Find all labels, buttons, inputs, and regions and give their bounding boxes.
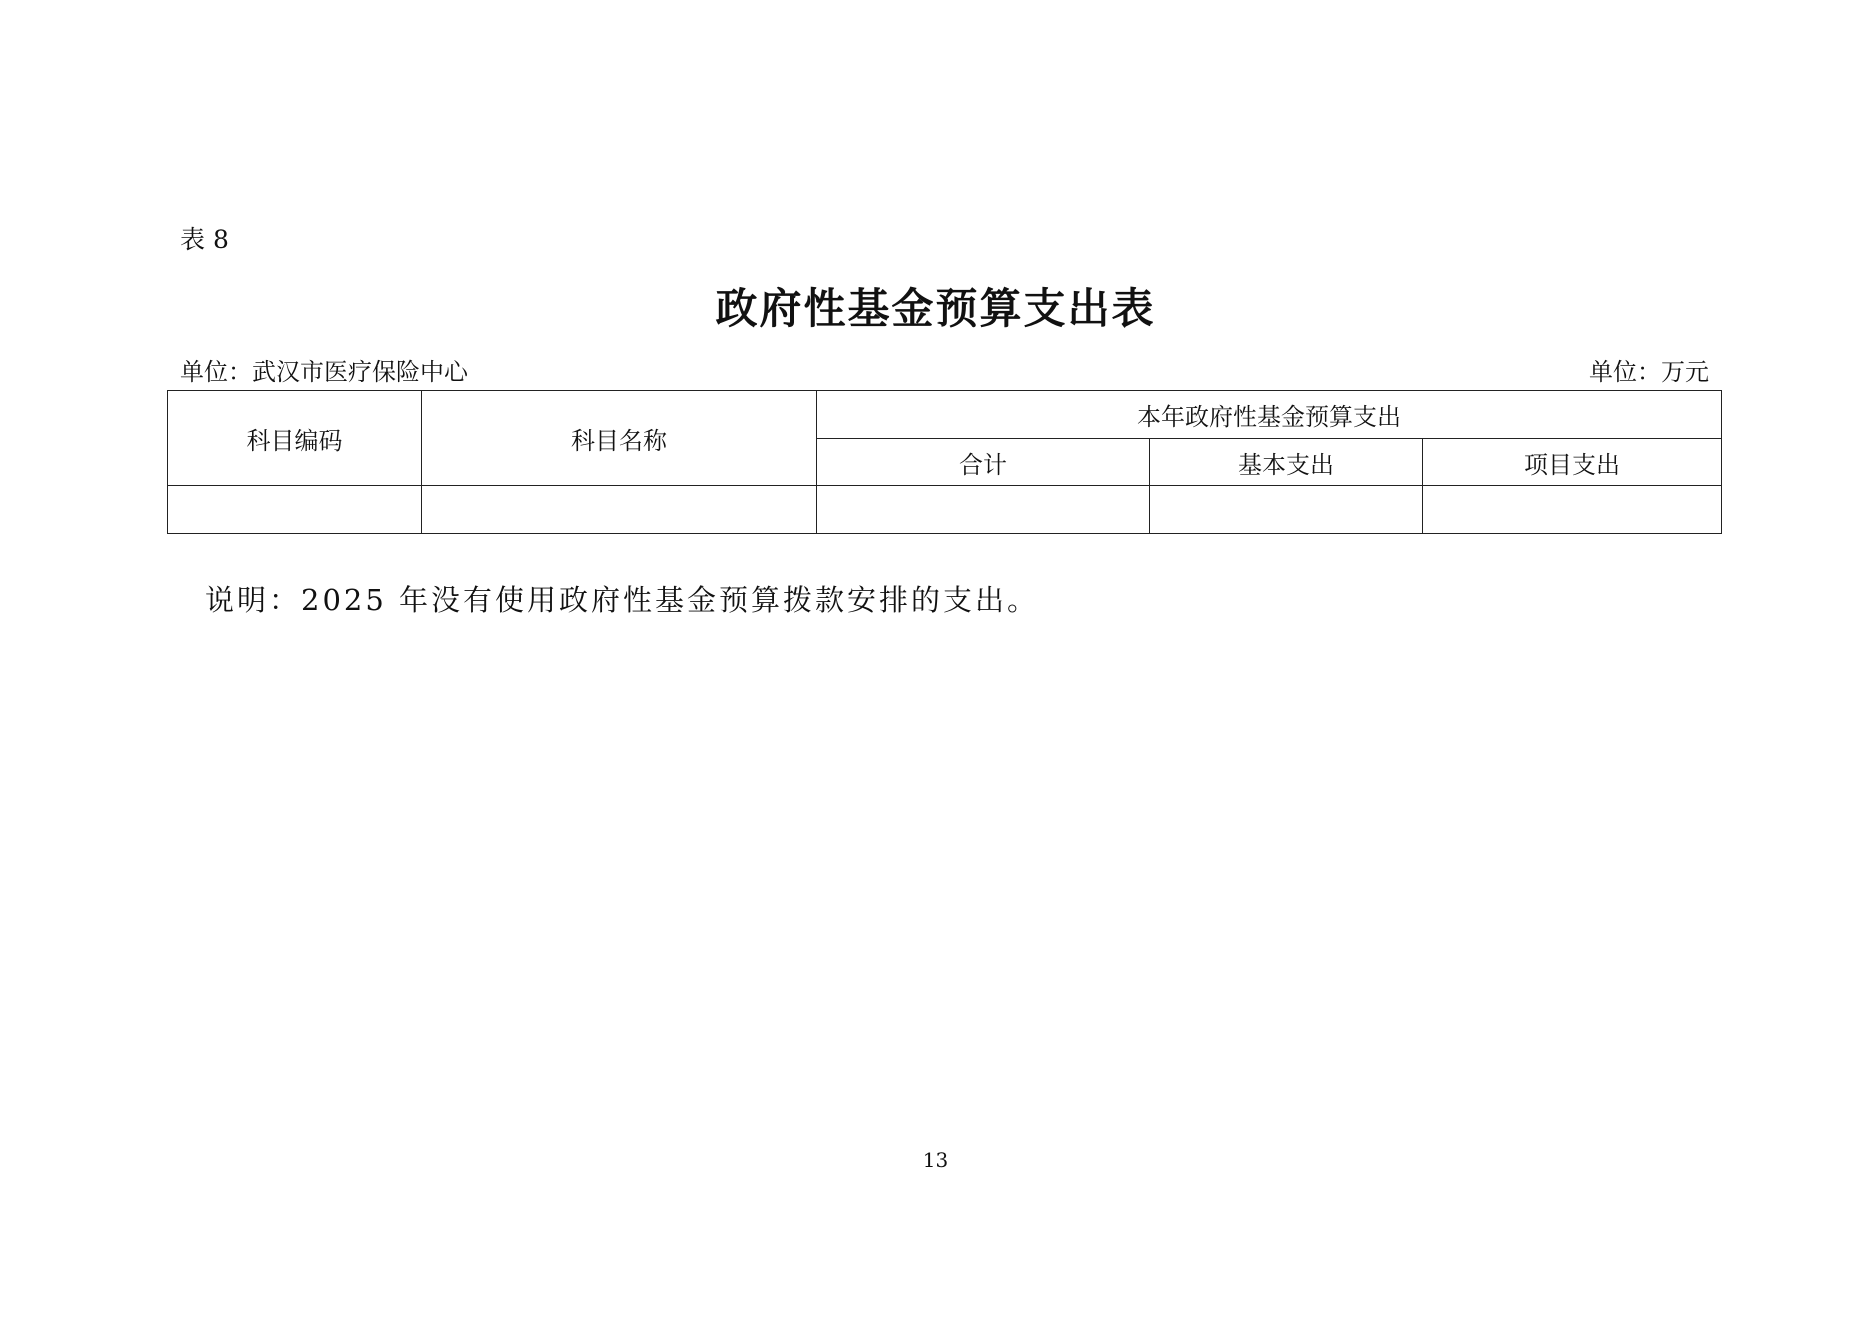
cell-basic-expenditure [1150,486,1423,534]
unit-currency: 单位：万元 [1589,358,1709,386]
cell-subject-code [168,486,422,534]
cell-total [817,486,1150,534]
unit-organization: 单位：武汉市医疗保险中心 [180,358,468,386]
header-project-expenditure: 项目支出 [1423,439,1722,486]
page-title: 政府性基金预算支出表 [715,284,1156,333]
header-basic-expenditure: 基本支出 [1150,439,1423,486]
header-subject-code: 科目编码 [168,391,422,486]
header-group-expenditure: 本年政府性基金预算支出 [817,391,1722,439]
header-total: 合计 [817,439,1150,486]
page-number: 13 [922,1148,949,1172]
header-subject-name: 科目名称 [422,391,817,486]
cell-subject-name [422,486,817,534]
budget-table [167,390,1722,534]
table-row [168,486,1722,534]
table-number: 表 8 [180,225,229,254]
explanatory-note: 说明：2025 年没有使用政府性基金预算拨款安排的支出。 [205,583,1040,617]
cell-project-expenditure [1423,486,1722,534]
